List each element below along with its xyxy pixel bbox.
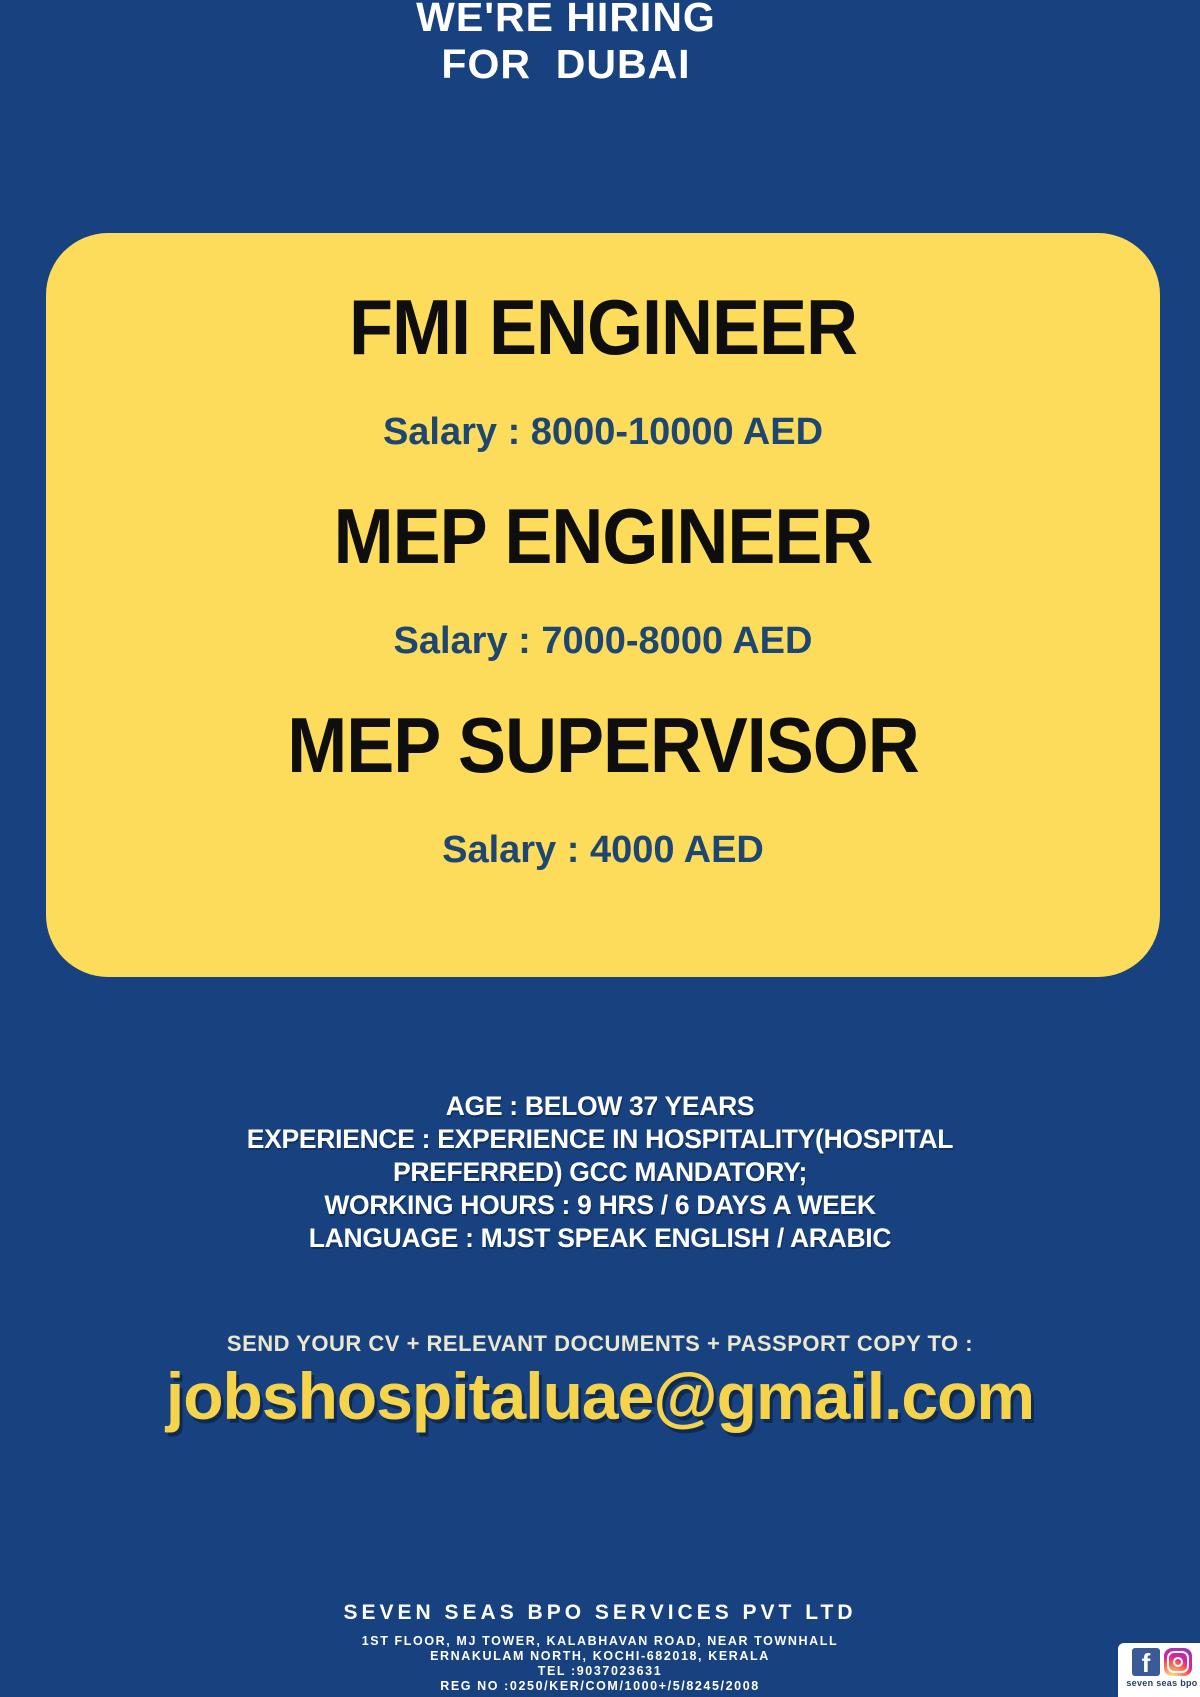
header-line-1: WE'RE HIRING xyxy=(416,0,716,40)
address-line-1: 1ST FLOOR, MJ TOWER, KALABHAVAN ROAD, NEAR TOWNHALL xyxy=(361,1634,839,1648)
requirement-line: PREFERRED) GCC MANDATORY; xyxy=(392,1157,808,1187)
telephone: TEL :9037023631 xyxy=(537,1664,663,1678)
job-item-mep-supervisor xyxy=(287,702,919,874)
header-line-2: FOR DUBAI xyxy=(441,41,691,87)
requirement-line: EXPERIENCE : EXPERIENCE IN HOSPITALITY(HOSPITAL xyxy=(246,1124,954,1154)
address-line-2: ERNAKULAM NORTH, KOCHI-682018, KERALA xyxy=(430,1649,770,1663)
instagram-icon[interactable] xyxy=(1164,1648,1192,1676)
job-salary: Salary : 7000-8000 AED xyxy=(393,620,813,662)
job-salary: Salary : 8000-10000 AED xyxy=(382,411,824,453)
jobs-card xyxy=(46,233,1160,977)
requirement-line: LANGUAGE : MJST SPEAK ENGLISH / ARABIC xyxy=(308,1223,892,1253)
company-name: SEVEN SEAS BPO SERVICES PVT LTD xyxy=(343,1601,857,1624)
send-cv-instruction: SEND YOUR CV + RELEVANT DOCUMENTS + PASSPORT COPY TO : xyxy=(226,1331,974,1356)
requirements-block xyxy=(0,1090,1200,1255)
job-item-fmi-engineer xyxy=(348,284,858,456)
facebook-icon[interactable]: f xyxy=(1132,1648,1160,1676)
job-title: MEP ENGINEER xyxy=(333,493,873,581)
contact-email[interactable]: jobshospitaluae@gmail.com xyxy=(165,1359,1035,1433)
requirement-line: WORKING HOURS : 9 HRS / 6 DAYS A WEEK xyxy=(324,1190,876,1220)
job-salary: Salary : 4000 AED xyxy=(442,829,764,871)
requirement-line: AGE : BELOW 37 YEARS xyxy=(445,1091,755,1121)
registration-number: REG NO :0250/KER/COM/1000+/5/8245/2008 xyxy=(440,1679,760,1693)
social-badge xyxy=(1118,1643,1200,1697)
social-icons xyxy=(1118,1648,1200,1676)
poster-footer xyxy=(0,1600,1200,1694)
job-title: FMI ENGINEER xyxy=(348,284,858,372)
poster-header xyxy=(0,0,1166,86)
job-title: MEP SUPERVISOR xyxy=(287,702,919,790)
job-item-mep-engineer xyxy=(333,493,873,665)
social-handle: seven seas bpo xyxy=(1126,1678,1198,1688)
company-address xyxy=(0,1634,1200,1694)
